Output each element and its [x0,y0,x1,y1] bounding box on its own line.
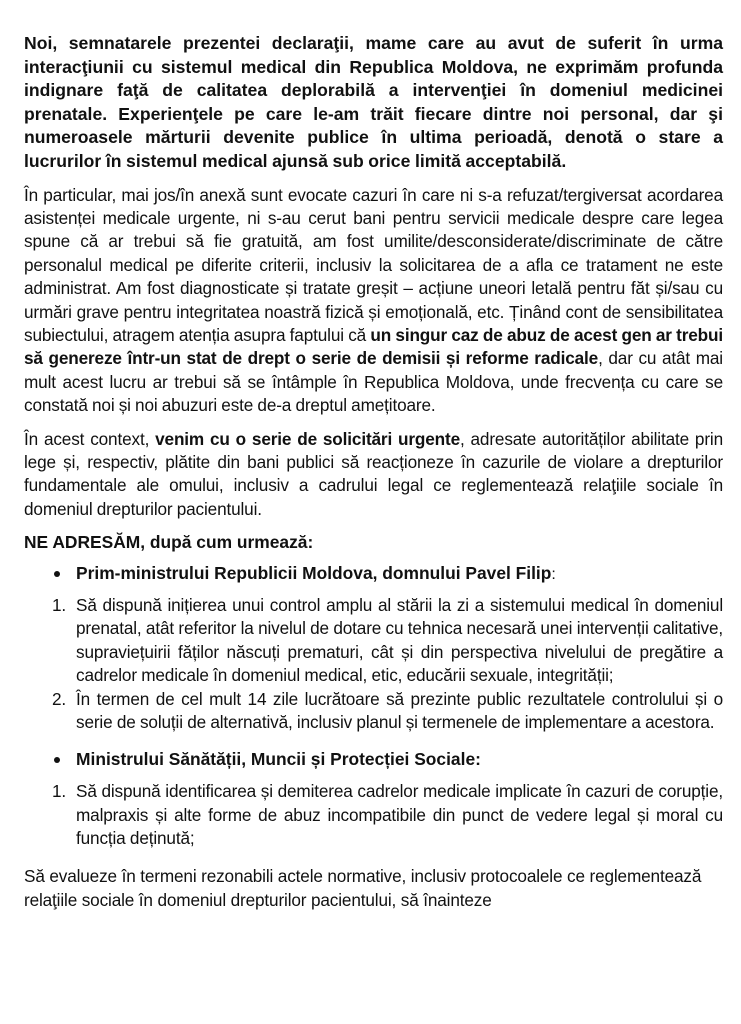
body-paragraph-context [24,428,723,522]
addressee-prime-minister [24,562,723,734]
cases-text-end: , dar cu atât mai mult acest lucru ar trebui să se întâmple în Republica Moldova, unde frecvența cu care se constată noi și noi abuzuri este de-a dreptul amețitoare. [24,348,723,416]
addressee-colon: : [551,566,556,584]
item-number: 2. [52,689,67,710]
bullet-icon [54,571,60,577]
context-emphasis: venim cu o serie de solicitări urgente [155,428,460,449]
addressee-title: Ministrului Sănătății, Muncii și Protecției Sociale: [76,749,481,770]
bullet-icon [54,757,60,763]
list-item [52,594,723,687]
cases-text: În particular, mai jos/în anexă sunt evocate cazuri în care ni s-a refuzat/tergiversat acordarea asistenței medicale urgente, ni s-au cerut bani pentru servicii medicale despre care legea spune că ar trebui să fie gratuită, am fost umilite/desconsiderate/discriminate de către personalul medical pe diferite criterii, inclusiv la solicitarea de a afla ce tratament ne este administrat. Am fost diagnosticate și tratate greșit – acțiune uneori letală pentru făt și/sau cu urmări grave pentru integritatea noastră fizică și emoțională, etc. Ținând cont de sensibilitatea subiectului, atragem atenția asupra faptului că [24,184,723,345]
item-number: 1. [52,781,67,802]
context-text: În acest context, [24,428,156,449]
item-number: 1. [52,595,67,616]
item-text: Să dispună identificarea și demiterea cadrelor medicale implicate în cazuri de corupție, malpraxis și alte forme de abuz incompatibile din punct de vedere legal și moral cu funcția deținută; [76,781,723,848]
request-list [24,594,723,734]
cases-emphasis: un singur caz de abuz de acest gen ar trebui să genereze într-un stat de drept o serie de demisii și reforme radicale [24,325,724,369]
intro-paragraph: Noi, semnatarele prezentei declaraţii, mame care au avut de suferit în urma interacţiunii cu sistemul medical din Republica Moldova, ne exprimăm profunda indignare faţă de calitatea deplorabilă a intervenţiei în domeniul medicinei prenatale. Experienţele pe care le-am trăit fiecare dintre noi personal, dar şi numeroasele mărturii devenite publice în ultima perioadă, denotă o stare a lucrurilor în sistemul medical ajunsă sub orice limită acceptabilă. [24,33,723,171]
addressee-health-ministry [24,748,723,850]
request-list [24,780,723,850]
body-paragraph-cases [24,184,723,418]
list-item [52,688,723,734]
addressee-list [24,562,723,850]
item-text: Să dispună inițierea unui control amplu al stării la zi a sistemului medical în domeniul prenatal, atât referitor la nivelul de dotare cu tehnica necesară unei intervenții calitative, supraviețuirii făților născuți prematuri, cât și din perspectiva nivelului de pregătire a cadrelor medicale în domeniul medical, etic, educării sexuale, integrității; [76,595,723,685]
item-text: În termen de cel mult 14 zile lucrătoare să prezinte public rezultatele controlului și o serie de soluții de alternativă, inclusiv planul și termenele de implementare a acestora. [76,689,723,733]
address-heading: NE ADRESĂM, după cum urmează: [24,532,314,553]
context-text-end: , adresate autorităților abilitate prin lege și, respectiv, plătite din bani publici să reacționeze în cazurile de violare a drepturilor fundamentale ale omului, inclusiv a cadrului legal ce reglementează relaţiile sociale în domeniul drepturilor pacientului. [24,428,723,519]
addressee-title: Prim-ministrului Republicii Moldova, domnului Pavel Filip [76,563,552,584]
list-item [52,780,723,850]
closing-paragraph: Să evalueze în termeni rezonabili actele normative, inclusiv protocoalele ce reglementează relaţiile sociale în domeniul drepturilor pacientului, să înainteze [24,866,702,911]
